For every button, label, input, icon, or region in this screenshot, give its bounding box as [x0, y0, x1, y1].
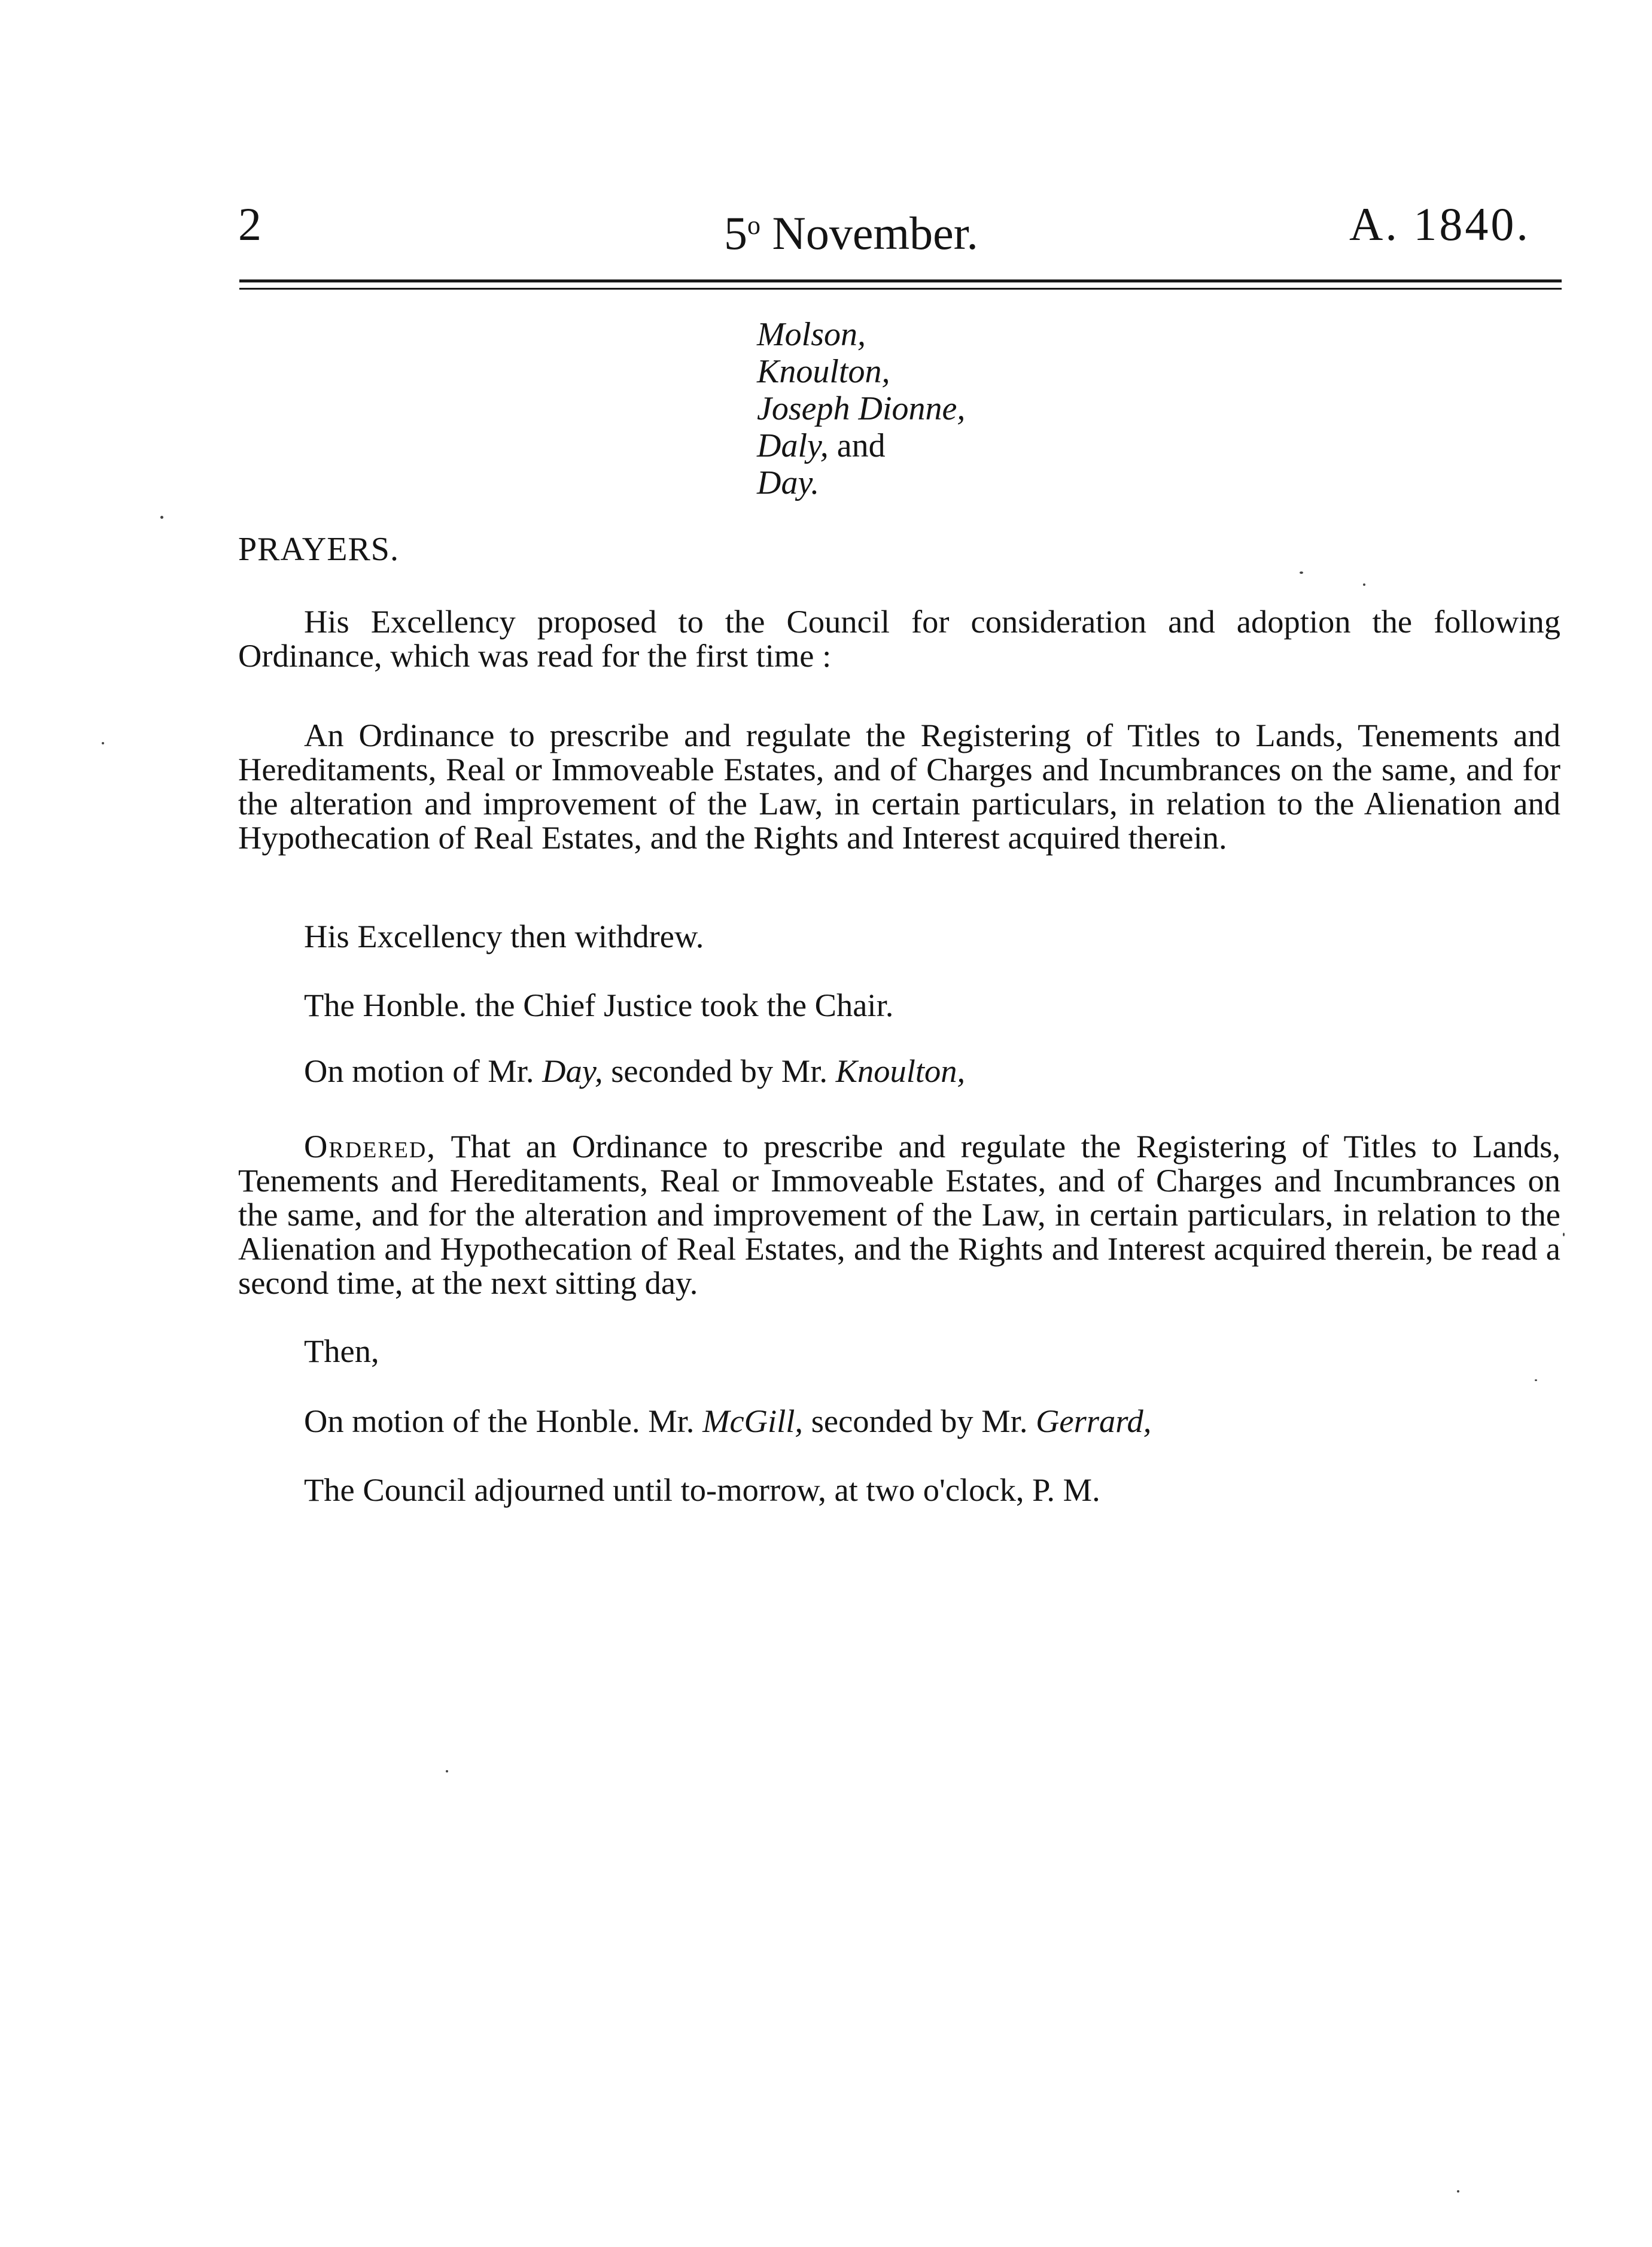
ordinance-title-paragraph: An Ordinance to prescribe and regulate the Registering of Titles to Lands, Tenements and Hereditaments, Real or Immoveable Estates, and of Charges and Incumbrances on the same, and for the alteration and improvement of the Law, in certain particulars, in relation to the Alienation and Hypothecation of Real Estates, and the Rights and Interest acquired therein.	[238, 717, 1560, 856]
member-entry	[757, 390, 965, 427]
ordered-paragraph: Ordered, That an Ordinance to prescribe and regulate the Registering of Titles to Lands, Tenements and Hereditaments, Real or Immoveable Estates, and of Charges and Incumbrances on the same, and for the alteration and improvement of the Law, in certain particulars, in relation to the Alienation and Hypothecation of Real Estates, and the Rights and Interest acquired therein, be read a second time, at the next sitting day.	[238, 1128, 1560, 1301]
motion-line-1: On motion of Mr. Day, seconded by Mr. Knoulton,	[304, 1053, 966, 1089]
member-entry: Daly, and	[757, 427, 886, 464]
member-name: Knoulton,	[757, 353, 890, 390]
scan-speck	[1535, 1379, 1537, 1381]
seconder-name: Knoulton,	[835, 1053, 966, 1089]
mover-name: McGill,	[702, 1403, 804, 1439]
scan-speck	[1563, 1233, 1565, 1236]
header-rule-thin	[239, 288, 1562, 290]
then-line: Then,	[304, 1333, 379, 1369]
member-name: Joseph Dionne,	[757, 390, 966, 427]
member-entry	[757, 464, 965, 501]
date-day: 5	[724, 207, 747, 259]
scan-speck	[102, 742, 104, 744]
chair-line: The Honble. the Chief Justice took the Chair.	[304, 987, 894, 1023]
ordered-lead: Ordered,	[304, 1128, 436, 1164]
scan-speck	[1457, 2190, 1459, 2193]
header-rule-thick	[239, 279, 1562, 282]
withdrew-line: His Excellency then withdrew.	[304, 918, 704, 954]
member-name: Day.	[757, 464, 820, 501]
page-date	[724, 197, 978, 260]
date-month: November.	[760, 207, 978, 259]
member-name: Molson,	[757, 316, 866, 353]
member-entry	[757, 316, 965, 353]
page-number: 2	[238, 198, 261, 250]
scan-speck	[160, 516, 163, 519]
member-name: Daly,	[757, 427, 829, 464]
adjourned-line: The Council adjourned until to-morrow, at two o'clock, P. M.	[304, 1471, 1100, 1508]
prayers-heading: PRAYERS.	[238, 531, 399, 568]
scan-speck	[446, 1770, 448, 1772]
mover-name: Day,	[542, 1053, 603, 1089]
seconder-name: Gerrard,	[1036, 1403, 1152, 1439]
members-list	[757, 316, 965, 501]
date-ordinal: o	[747, 211, 760, 240]
scan-speck	[1300, 571, 1303, 574]
member-entry	[757, 353, 965, 390]
proposal-paragraph: His Excellency proposed to the Council for consideration and adoption the following Ordinance, which was read for the first time :	[238, 603, 1560, 674]
motion-line-2: On motion of the Honble. Mr. McGill, seconded by Mr. Gerrard,	[304, 1403, 1152, 1439]
page-year: A. 1840.	[1349, 198, 1531, 250]
scan-speck	[1363, 583, 1365, 586]
